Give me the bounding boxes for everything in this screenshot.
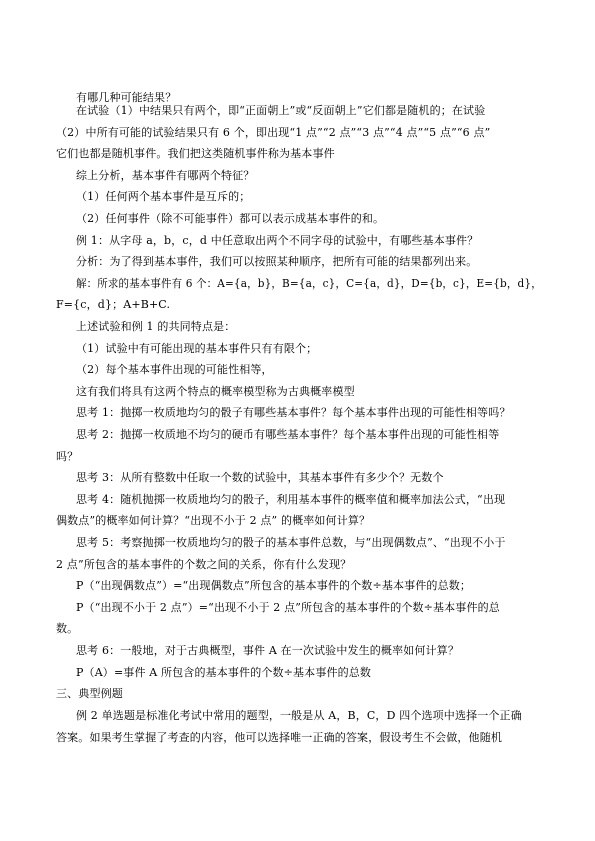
text-line: 这有我们将具有这两个特点的概率模型称为古典概率模型	[76, 385, 355, 398]
text-line: 分析：为了得到基本事件，我们可以按照某种顺序，把所有可能的结果都列出来。	[76, 255, 478, 268]
text-line: （2）任何事件（除不可能事件）都可以表示成基本事件的和。	[76, 212, 385, 225]
text-line: 思考 2：抛掷一枚质地不均匀的硬币有哪些基本事件？每个基本事件出现的可能性相等	[76, 428, 500, 441]
text-line: P（A）=事件 A 所包含的基本事件的个数÷基本事件的总数	[76, 666, 372, 679]
text-line: 综上分析，基本事件有哪两个特征？	[76, 169, 255, 182]
text-line: 它们也都是随机事件。我们把这类随机事件称为基本事件	[56, 147, 335, 160]
text-line: 吗？	[56, 450, 79, 463]
text-line: （1）试验中有可能出现的基本事件只有有限个；	[76, 342, 318, 355]
text-line: 例 2 单选题是标准化考试中常用的题型，一般是从 A，B，C，D 四个选项中选择一个正确	[76, 709, 522, 722]
text-line: 思考 3：从所有整数中任取一个数的试验中，其基本事件有多少个？无数个	[76, 471, 444, 484]
text-line: 思考 6：一般地，对于古典概型，事件 A 在一次试验中发生的概率如何计算？	[76, 644, 459, 657]
text-line: （1）任何两个基本事件是互斥的；	[76, 190, 251, 203]
text-line: 思考 5：考察抛掷一枚质地均匀的骰子的基本事件总数，与“出现偶数点”、“出现不小于	[76, 536, 506, 549]
text-line: 偶数点”的概率如何计算？“出现不小于 2 点” 的概率如何计算？	[56, 514, 371, 527]
text-line: F={c，d}；A+B+C.	[56, 298, 171, 311]
text-line: 例 1：从字母 a，b，c，d 中任意取出两个不同字母的试验中，有哪些基本事件？	[76, 234, 479, 247]
text-line: 解：所求的基本事件有 6 个：A={a，b}，B={a，c}，C={a，d}，D={b，c}，E={b，d}，	[76, 277, 542, 290]
text-line: 有哪几种可能结果？	[76, 91, 177, 104]
text-line: （2）中所有可能的试验结果只有 6 个，即出现“1 点”“2 点”“3 点”“4 点”“5 点”“6 点”	[56, 126, 491, 139]
text-line: 在试验（1）中结果只有两个，即“正面朝上”或“反面朝上”它们都是随机的；在试验	[76, 104, 486, 117]
text-line: P（“出现偶数点”）=“出现偶数点”所包含的基本事件的个数÷基本事件的总数；	[76, 579, 472, 592]
text-line: 数。	[56, 622, 79, 635]
text-line: 答案。如果考生掌握了考查的内容，他可以选择唯一正确的答案，假设考生不会做，他随机	[56, 731, 502, 744]
text-line: 上述试验和例 1 的共同特点是：	[76, 320, 236, 333]
text-line: 2 点”所包含的基本事件的个数之间的关系，你有什么发现？	[56, 558, 352, 571]
text-line: P（“出现不小于 2 点”）=“出现不小于 2 点”所包含的基本事件的个数÷基本事件的总	[76, 601, 500, 614]
text-line: 思考 1：抛掷一枚质地均匀的骰子有哪些基本事件？每个基本事件出现的可能性相等吗？	[76, 406, 511, 419]
text-line: 思考 4：随机抛掷一枚质地均匀的骰子，利用基本事件的概率值和概率加法公式，“出现	[76, 493, 506, 506]
text-line: （2）每个基本事件出现的可能性相等，	[76, 363, 273, 376]
section-heading: 三、典型例题	[56, 687, 123, 700]
